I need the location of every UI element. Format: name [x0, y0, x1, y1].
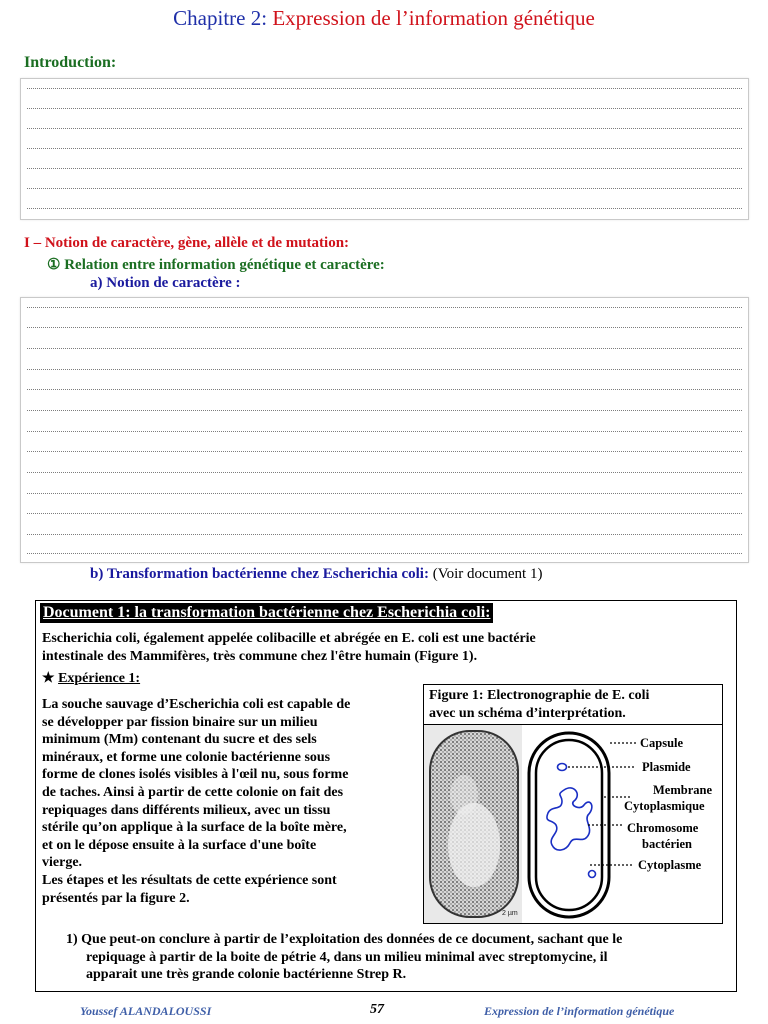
subsection-b-line [90, 566, 542, 583]
experience-text-line: de taches. Ainsi à partir de cette colonie on fait des [42, 784, 344, 800]
writing-line [27, 108, 742, 109]
label-cytoplasme: Cytoplasme [638, 858, 702, 872]
writing-line [27, 493, 742, 494]
subsection-a-heading: a) Notion de caractère : [90, 275, 241, 291]
subsection-heading [47, 255, 385, 274]
writing-line [27, 307, 742, 308]
writing-line [27, 188, 742, 189]
footer-author: Youssef ALANDALOUSSI [80, 1004, 212, 1018]
star-icon: ★ [42, 671, 55, 686]
experience-title: Expérience 1: [58, 671, 141, 686]
writing-line [27, 369, 742, 370]
introduction-heading: Introduction: [24, 54, 117, 71]
experience-text-line: forme de clones isolés visibles à l'œil nu, sous forme [42, 767, 349, 783]
document-intro-line-2: intestinale des Mammifères, très commune chez l'être humain (Figure 1). [42, 649, 478, 664]
writing-line [27, 534, 742, 535]
writing-line [27, 431, 742, 432]
page-title [0, 6, 768, 31]
writing-line [27, 148, 742, 149]
label-cytoplasmique: Cytoplasmique [624, 799, 705, 813]
label-capsule: Capsule [640, 736, 684, 750]
experience-text-line: minimum (Mm) contenant du sucre et des sels [42, 732, 317, 748]
scale-bar-label: 2 µm [502, 910, 518, 917]
experience-text-line: stérile qu’on applique à la surface de la boîte mère, [42, 820, 347, 836]
writing-line [27, 410, 742, 411]
label-membrane: Membrane [653, 783, 713, 797]
document-intro-line-1: Escherichia coli, également appelée colibacille et abrégée en E. coli est une bactérie [42, 631, 536, 646]
writing-line [27, 208, 742, 209]
writing-line [27, 327, 742, 328]
question-text-line: apparait une très grande colonie bactérienne Strep R. [86, 967, 407, 983]
experience-text-line: Les étapes et les résultats de cette expérience sont [42, 872, 337, 888]
experience-text-line: et on le dépose ensuite à la surface d'une boîte [42, 837, 317, 853]
experience-description [42, 696, 422, 907]
writing-line [27, 168, 742, 169]
question-text-line: repiquage à partir de la boite de pétrie 4, dans un milieu minimal avec streptomycine, il [86, 949, 608, 965]
chapter-label: Chapitre 2: [173, 6, 268, 30]
label-chromosome: Chromosome [627, 821, 699, 835]
writing-line [27, 472, 742, 473]
writing-line [27, 389, 742, 390]
page-number: 57 [370, 1002, 384, 1017]
document-1-heading: Document 1: la transformation bactérienne chez Escherichia coli: [40, 603, 493, 623]
figure-1-illustration [424, 725, 722, 923]
question-text-line: 1) Que peut-on conclure à partir de l’exploitation des données de ce document, sachant que le [66, 932, 623, 947]
subsection-title: Relation entre information génétique et caractère: [64, 257, 385, 273]
experience-text-line: La souche sauvage d’Escherichia coli est capable de [42, 697, 351, 712]
writing-line [27, 553, 742, 554]
writing-line [27, 88, 742, 89]
figure-caption-line-2: avec un schéma d’interprétation. [429, 706, 626, 721]
label-plasmide: Plasmide [642, 760, 691, 774]
introduction-writing-area[interactable] [20, 78, 749, 220]
number-one-icon: ① [47, 257, 61, 273]
document-reference: (Voir document 1) [428, 566, 543, 582]
writing-line [27, 348, 742, 349]
writing-line [27, 451, 742, 452]
experience-heading [42, 670, 140, 688]
footer-subject: Expression de l’information génétique [484, 1004, 675, 1018]
notion-caractere-writing-area[interactable] [20, 297, 749, 563]
experience-text-line: minéraux, et forme une colonie bactérienne sous [42, 749, 331, 765]
experience-text-line: vierge. [42, 855, 83, 871]
writing-line [27, 128, 742, 129]
experience-text-line: repiquages dans différents milieux, avec un tissu [42, 802, 331, 818]
writing-line [27, 513, 742, 514]
section-heading: I – Notion de caractère, gène, allèle et de mutation: [24, 235, 350, 251]
figure-caption-line-1: Figure 1: Electronographie de E. coli [429, 688, 650, 703]
subsection-b-heading: b) Transformation bactérienne chez Escherichia coli: [90, 566, 429, 582]
experience-text-line: se développer par fission binaire sur un milieu [42, 714, 318, 730]
figure-1-caption [429, 687, 719, 723]
experience-text-line: présentés par la figure 2. [42, 890, 190, 906]
label-bacterien: bactérien [642, 837, 692, 851]
chapter-title: Expression de l’information génétique [272, 6, 595, 30]
electron-micrograph [424, 725, 522, 923]
question-1 [66, 931, 726, 984]
